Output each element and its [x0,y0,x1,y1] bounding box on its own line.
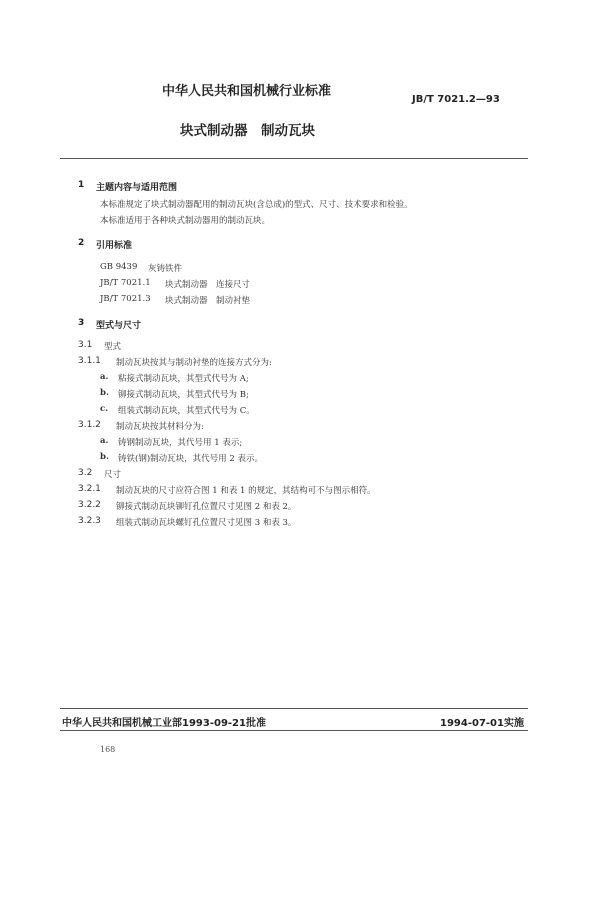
section-1-paragraph-1: 本标准规定了块式制动器配用的制动瓦块(含总成)的型式、尺寸、技术要求和检验。 [100,200,413,210]
list-marker: c. [100,404,109,414]
clause-3-1-2-text: 制动瓦块按其材料分为: [116,422,204,432]
footer-rule-bottom [60,730,528,731]
list-item: 铆接式制动瓦块，其型式代号为 B; [118,390,249,400]
list-item: 铸钢制动瓦块，其代号用 1 表示; [118,438,243,448]
reference-code: GB 9439 [100,262,138,272]
clause-3-2-3-number: 3.2.3 [78,516,101,526]
reference-code: JB/T 7021.1 [100,278,151,288]
list-item: 粘接式制动瓦块，其型式代号为 A; [118,374,249,384]
list-marker: a. [100,372,109,382]
clause-3-2-2-text: 铆接式制动瓦块铆钉孔位置尺寸见图 2 和表 2。 [116,502,297,512]
section-1-number: 1 [78,180,85,190]
section-3-number: 3 [78,318,85,328]
section-1-heading: 主题内容与适用范围 [96,183,178,193]
document-title: 块式制动器 制动瓦块 [180,123,315,139]
footer-rule-top [60,708,528,709]
clause-3-2-2-number: 3.2.2 [78,500,101,510]
section-2-heading: 引用标准 [96,241,133,251]
approval-line: 中华人民共和国机械工业部1993-09-21批准 [62,718,266,729]
reference-name: 灰铸铁件 [148,264,183,274]
clause-3-2-1-text: 制动瓦块的尺寸应符合图 1 和表 1 的规定，其结构可不与图示相符。 [116,486,376,496]
clause-3-2-heading: 尺寸 [104,470,122,480]
clause-3-1-1-text: 制动瓦块按其与制动衬垫的连接方式分为: [116,358,272,368]
header-rule [60,158,528,159]
list-marker: b. [100,452,109,462]
clause-3-1-2-number: 3.1.2 [78,420,101,430]
list-item: 组装式制动瓦块，其型式代号为 C。 [118,406,255,416]
section-3-heading: 型式与尺寸 [96,321,142,331]
page-number: 168 [100,745,116,754]
clause-3-2-number: 3.2 [78,468,93,478]
clause-3-1-1-number: 3.1.1 [78,356,101,366]
standard-code: JB/T 7021.2—93 [412,94,500,105]
reference-code: JB/T 7021.3 [100,294,151,304]
clause-3-1-heading: 型式 [104,342,122,352]
list-marker: b. [100,388,109,398]
section-1-paragraph-2: 本标准适用于各种块式制动器用的制动瓦块。 [100,216,271,226]
reference-name: 块式制动器 连接尺寸 [165,280,251,290]
clause-3-2-1-number: 3.2.1 [78,484,101,494]
clause-3-1-number: 3.1 [78,340,93,350]
reference-name: 块式制动器 制动衬垫 [165,296,251,306]
section-2-number: 2 [78,238,85,248]
org-title: 中华人民共和国机械行业标准 [162,84,332,99]
implementation-date: 1994-07-01实施 [440,718,524,729]
clause-3-2-3-text: 组装式制动瓦块螺钉孔位置尺寸见图 3 和表 3。 [116,518,297,528]
list-marker: a. [100,436,109,446]
list-item: 铸铁(钢)制动瓦块，其代号用 2 表示。 [118,454,263,464]
